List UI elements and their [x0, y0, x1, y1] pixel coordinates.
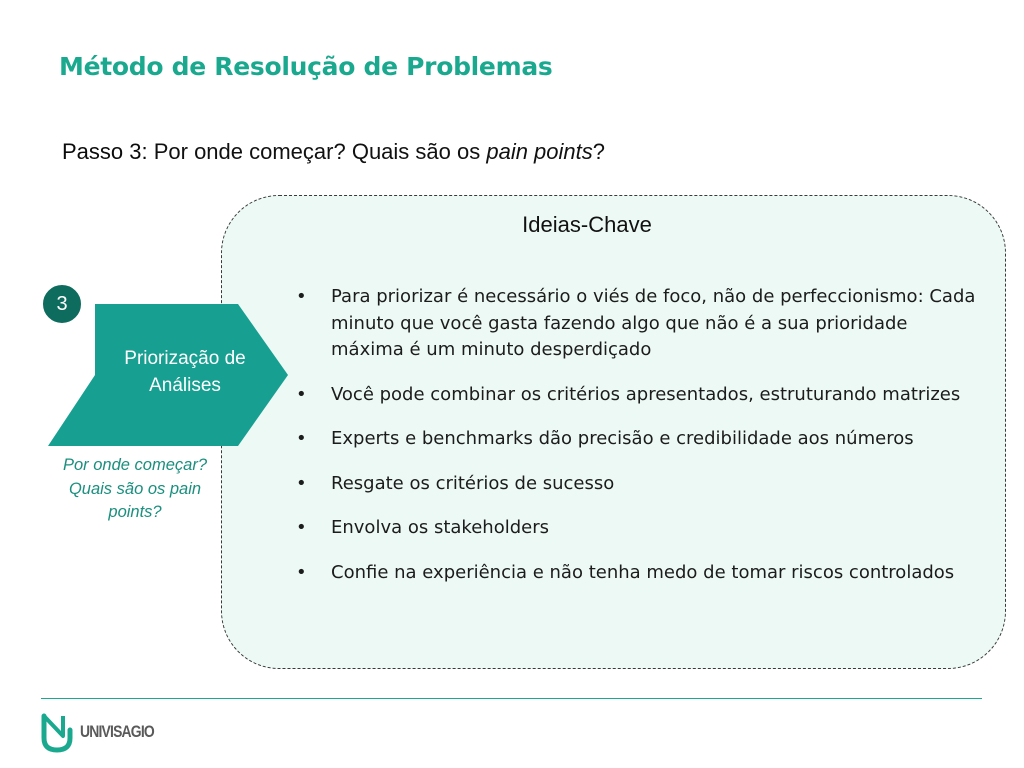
list-item: • Resgate os critérios de sucesso — [296, 471, 976, 498]
univisagio-logo-icon — [41, 712, 73, 754]
chevron-label-line1: Priorização de — [124, 348, 246, 369]
list-item: • Você pode combinar os critérios apresentados, estruturando matrizes — [296, 382, 976, 409]
list-item: • Confie na experiência e não tenha medo de tomar riscos controlados — [296, 560, 976, 587]
slide-title: Método de Resolução de Problemas — [59, 52, 553, 81]
slide-subtitle — [62, 139, 605, 165]
chevron-label — [95, 345, 275, 399]
chevron-label-line2: Análises — [149, 375, 221, 396]
subtitle-suffix: ? — [592, 139, 606, 164]
key-ideas-title: Ideias-Chave — [522, 212, 652, 237]
step-label: Passo 3: — [62, 139, 148, 164]
subtitle-emphasis: pain points — [486, 139, 593, 164]
key-ideas-list — [296, 284, 976, 604]
list-item: • Experts e benchmarks dão precisão e credibilidade aos números — [296, 426, 976, 453]
step-note: Por onde começar? Quais são os pain points? — [63, 456, 207, 521]
univisagio-logo-text: UNIVISAGIO — [80, 722, 154, 741]
footer-divider — [41, 698, 982, 699]
list-item: • Para priorizar é necessário o viés de foco, não de perfeccionismo: Cada minuto que você gasta fazendo algo que não é a sua prioridade máxima é um minuto desperdiçado — [296, 284, 976, 364]
subtitle-question: Por onde começar? Quais são os — [147, 139, 487, 164]
list-item: • Envolva os stakeholders — [296, 515, 976, 542]
step-number-badge: 3 — [41, 283, 83, 325]
